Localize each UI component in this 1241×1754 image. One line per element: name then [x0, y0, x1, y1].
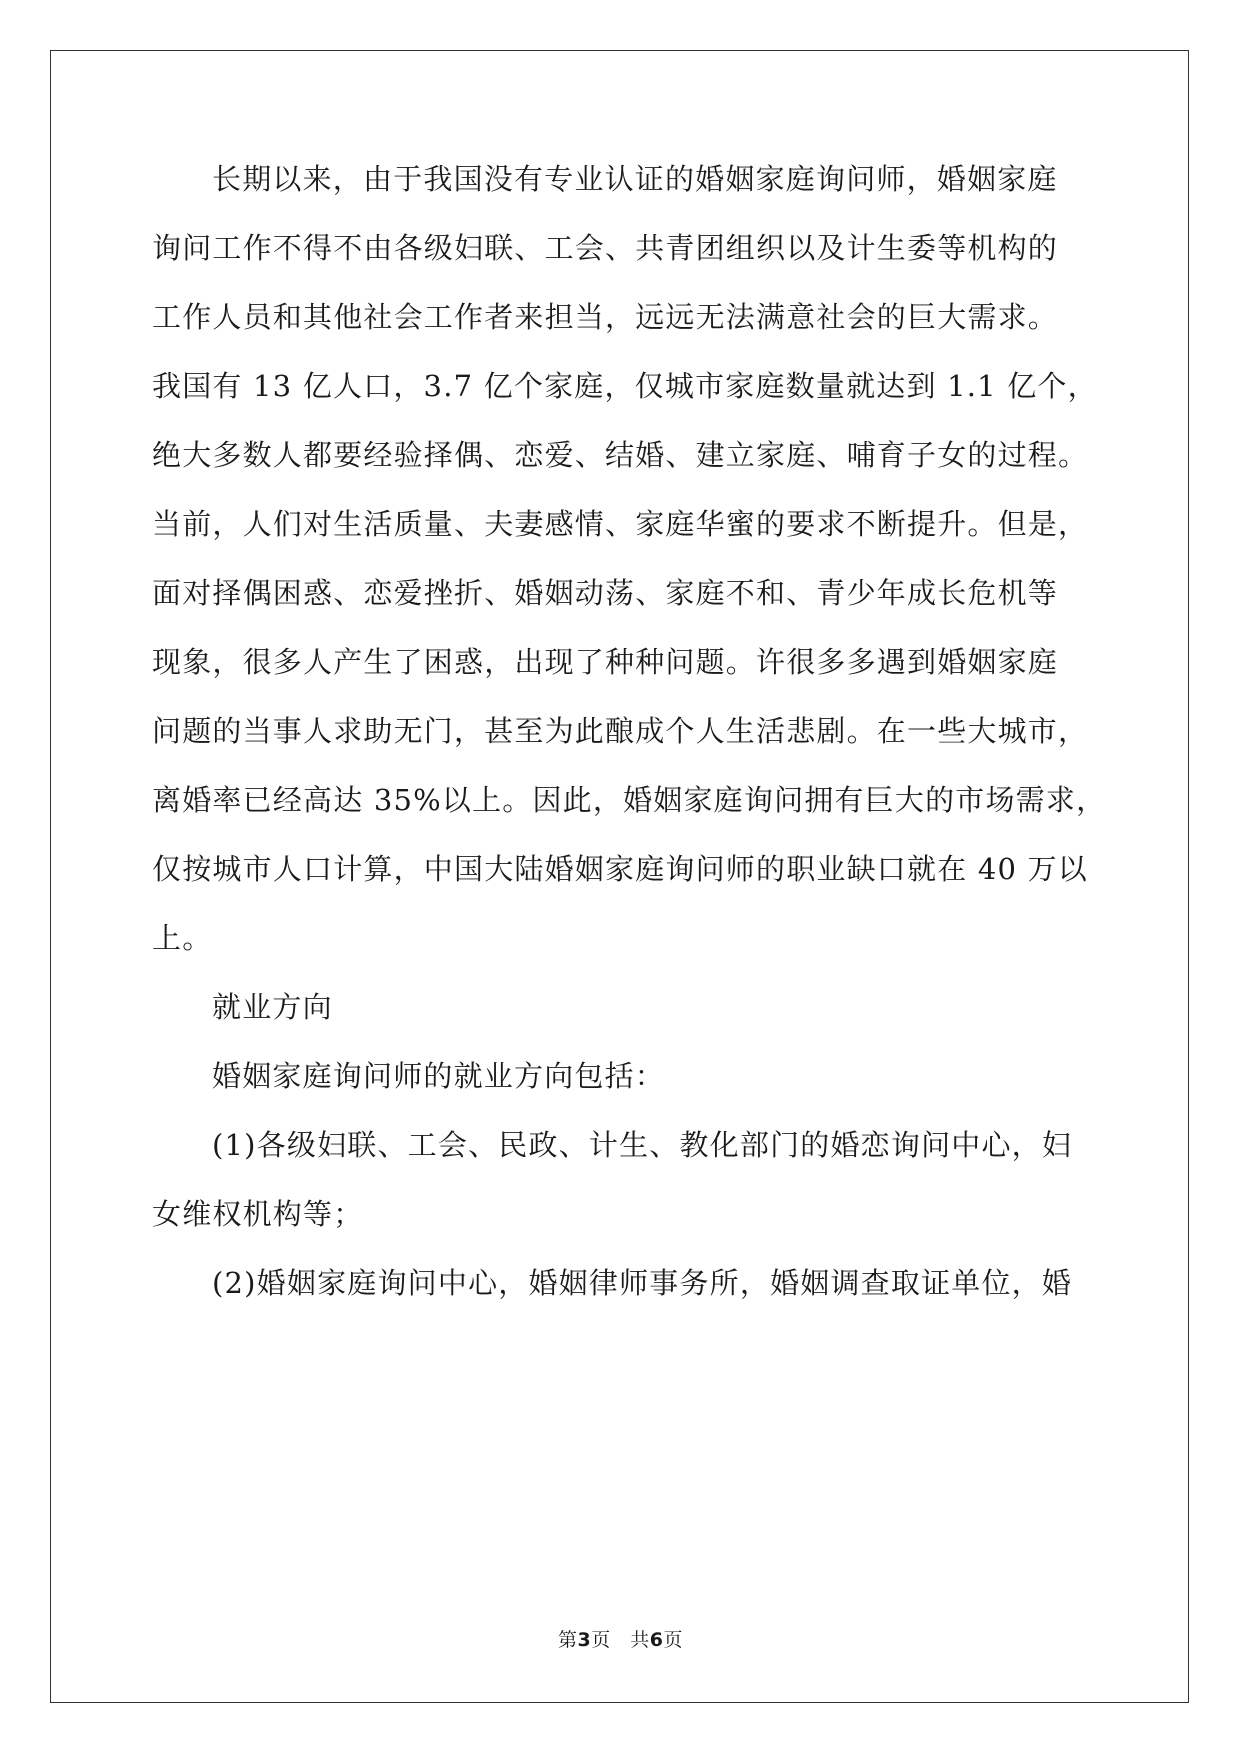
page-number-footer	[0, 1625, 1241, 1652]
page-label-prefix: 第	[557, 1629, 578, 1651]
paragraph-line: 现象，很多人产生了困惑，出现了种种问题。许很多多遇到婚姻家庭	[152, 645, 1059, 679]
section-heading: 就业方向	[212, 990, 333, 1024]
paragraph-line: 离婚率已经高达 35%以上。因此，婚姻家庭询问拥有巨大的市场需求，	[152, 783, 1107, 817]
list-item-line: 女维权机构等；	[152, 1197, 364, 1231]
paragraph-line: 仅按城市人口计算，中国大陆婚姻家庭询问师的职业缺口就在 40 万以	[152, 852, 1088, 886]
paragraph-line: 上。	[152, 921, 213, 955]
page-label-mid: 页 共	[591, 1629, 650, 1651]
page-label-suffix: 页	[663, 1629, 683, 1651]
list-item-line: (1)各级妇联、工会、民政、计生、教化部门的婚恋询问中心，妇	[212, 1128, 1073, 1162]
paragraph-line: 当前，人们对生活质量、夫妻感情、家庭华蜜的要求不断提升。但是，	[152, 507, 1089, 541]
current-page-number: 3	[577, 1629, 592, 1651]
paragraph-line: 婚姻家庭询问师的就业方向包括：	[212, 1059, 666, 1093]
total-page-number: 6	[649, 1629, 664, 1651]
paragraph-line: 问题的当事人求助无门，甚至为此酿成个人生活悲剧。在一些大城市，	[152, 714, 1089, 748]
paragraph-line: 绝大多数人都要经验择偶、恋爱、结婚、建立家庭、哺育子女的过程。	[152, 438, 1089, 472]
list-item-line: (2)婚姻家庭询问中心，婚姻律师事务所，婚姻调查取证单位，婚	[212, 1266, 1073, 1300]
paragraph-line: 面对择偶困惑、恋爱挫折、婚姻动荡、家庭不和、青少年成长危机等	[152, 576, 1059, 610]
paragraph-line: 工作人员和其他社会工作者来担当，远远无法满意社会的巨大需求。	[152, 300, 1059, 334]
paragraph-line: 我国有 13 亿人口，3.7 亿个家庭，仅城市家庭数量就达到 1.1 亿个，	[152, 369, 1098, 403]
paragraph-line: 长期以来，由于我国没有专业认证的婚姻家庭询问师，婚姻家庭	[212, 162, 1058, 196]
paragraph-line: 询问工作不得不由各级妇联、工会、共青团组织以及计生委等机构的	[152, 231, 1059, 265]
